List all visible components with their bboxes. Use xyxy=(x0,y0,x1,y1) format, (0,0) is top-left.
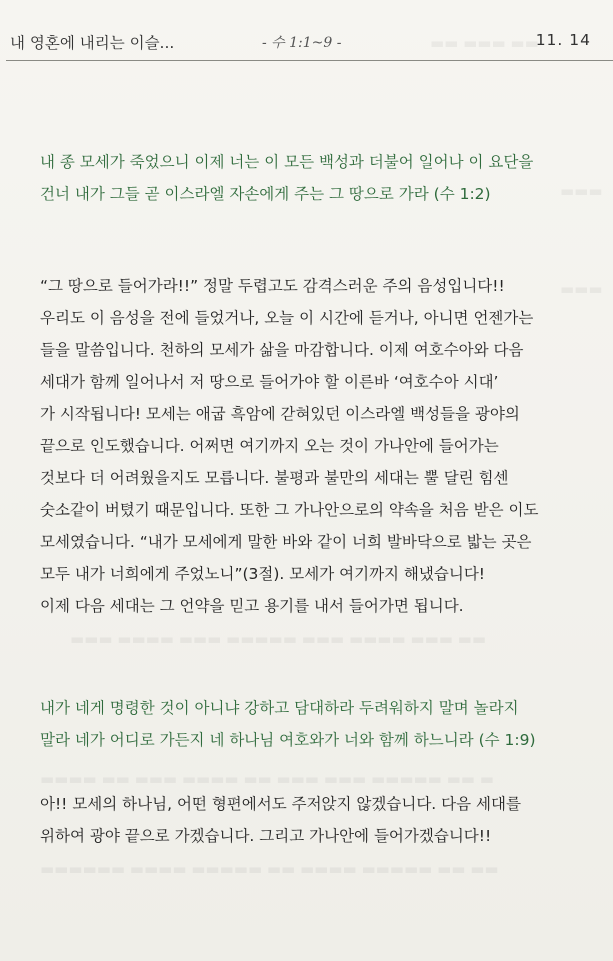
body-line: 모세였습니다. “내가 모세에게 말한 바와 같이 너희 발바닥으로 밟는 곳은 xyxy=(40,533,532,551)
body-line: 숫소같이 버텼기 때문입니다. 또한 그 가나안으로의 약속을 처음 받은 이도 xyxy=(40,501,539,519)
body-line: 위하여 광야 끝으로 가겠습니다. 그리고 가나안에 들어가겠습니다!! xyxy=(40,827,492,845)
body-line: 끝으로 인도했습니다. 어쩌면 여기까지 오는 것이 가나안에 들어가는 xyxy=(40,437,499,455)
body-line: 우리도 이 음성을 전에 들었거나, 오늘 이 시간에 듣거나, 아니면 언젠가는 xyxy=(40,309,534,327)
closing-prayer xyxy=(40,788,580,852)
verse-line: 말라 네가 어디로 가든지 네 하나님 여호와가 너와 함께 하느니라 (수 1:9) xyxy=(40,731,536,749)
body-line: 이제 다음 세대는 그 언약을 믿고 용기를 내서 들어가면 됩니다. xyxy=(40,597,464,615)
running-title: 내 영혼에 내리는 이슬... xyxy=(10,34,175,52)
show-through-text xyxy=(70,630,486,648)
header-divider xyxy=(6,60,613,61)
meditation-paragraph xyxy=(40,270,580,622)
scripture-verse-bottom xyxy=(40,692,570,756)
verse-line: 내 종 모세가 죽었으니 이제 너는 이 모든 백성과 더불어 일어나 이 요단을 xyxy=(40,153,534,171)
page-header xyxy=(0,22,613,60)
body-line: 가 시작됩니다! 모세는 애굽 흑암에 갇혀있던 이스라엘 백성들을 광야의 xyxy=(40,405,520,423)
body-line: 것보다 더 어려웠을지도 모릅니다. 불평과 불만의 세대는 뿔 달린 힘센 xyxy=(40,469,509,487)
chapter-reference: - 수 1:1~9 - xyxy=(262,35,342,51)
scripture-verse-top xyxy=(40,146,570,210)
show-through-text xyxy=(40,860,499,878)
body-line: “그 땅으로 들어가라!!” 정말 두렵고도 감격스러운 주의 음성입니다!! xyxy=(40,277,505,295)
show-through-text xyxy=(40,770,494,788)
page-number: 11. 14 xyxy=(535,31,591,49)
body-line: 들을 말씀입니다. 천하의 모세가 삶을 마감합니다. 이제 여호수아와 다음 xyxy=(40,341,524,359)
verse-line: 건너 내가 그들 곧 이스라엘 자손에게 주는 그 땅으로 가라 (수 1:2) xyxy=(40,185,491,203)
body-line: 세대가 함께 일어나서 저 땅으로 들어가야 할 이른바 ‘여호수아 시대’ xyxy=(40,373,499,391)
body-line: 모두 내가 너희에게 주었노니”(3절). 모세가 여기까지 해냈습니다! xyxy=(40,565,486,583)
body-line: 아!! 모세의 하나님, 어떤 형편에서도 주저앉지 않겠습니다. 다음 세대를 xyxy=(40,795,521,813)
verse-line: 내가 네게 명령한 것이 아니냐 강하고 담대하라 두려워하지 말며 놀라지 xyxy=(40,699,519,717)
